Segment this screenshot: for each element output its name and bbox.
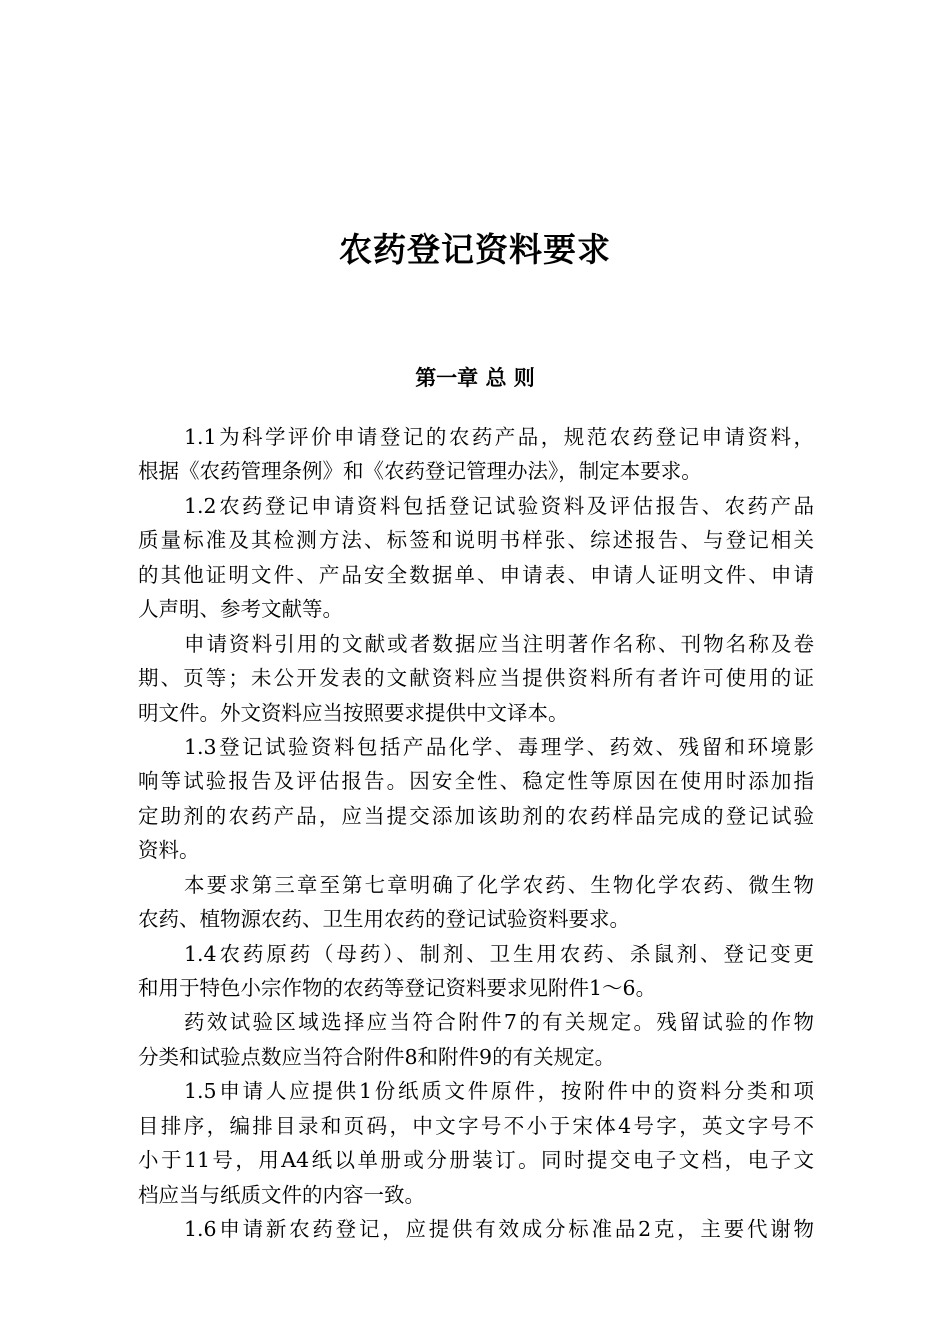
chapter-heading: 第一章 总 则 [415, 366, 535, 390]
text-line: 响等试验报告及评估报告。因安全性、稳定性等原因在使用时添加指 [138, 769, 814, 794]
text-line: 1.4农药原药（母药）、制剂、卫生用农药、杀鼠剂、登记变更 [184, 941, 814, 966]
text-line: 1.2农药登记申请资料包括登记试验资料及评估报告、农药产品 [184, 493, 814, 518]
text-line: 小于11号，用A4纸以单册或分册装订。同时提交电子文档，电子文 [138, 1148, 814, 1173]
text-line: 根据《农药管理条例》和《农药登记管理办法》，制定本要求。 [138, 459, 702, 484]
text-line: 分类和试验点数应当符合附件8和附件9的有关规定。 [138, 1044, 616, 1069]
text-line: 农药、植物源农药、卫生用农药的登记试验资料要求。 [138, 907, 630, 932]
body-text [138, 420, 814, 1247]
text-line: 质量标准及其检测方法、标签和说明书样张、综述报告、与登记相关 [138, 528, 814, 553]
text-line: 人声明、参考文献等。 [138, 597, 343, 622]
text-line: 1.3登记试验资料包括产品化学、毒理学、药效、残留和环境影 [184, 734, 814, 759]
text-line: 的其他证明文件、产品安全数据单、申请表、申请人证明文件、申请 [138, 562, 814, 587]
text-line: 定助剂的农药产品，应当提交添加该助剂的农药样品完成的登记试验 [138, 803, 814, 828]
text-line: 资料。 [138, 838, 200, 863]
text-line: 药效试验区域选择应当符合附件7的有关规定。残留试验的作物 [184, 1010, 814, 1035]
text-line: 明文件。外文资料应当按照要求提供中文译本。 [138, 700, 569, 725]
text-line: 本要求第三章至第七章明确了化学农药、生物化学农药、微生物 [184, 872, 814, 897]
text-line: 1.6申请新农药登记，应提供有效成分标准品2克，主要代谢物 [184, 1217, 814, 1242]
text-line: 申请资料引用的文献或者数据应当注明著作名称、刊物名称及卷 [184, 631, 814, 656]
text-line: 和用于特色小宗作物的农药等登记资料要求见附件1～6。 [138, 976, 657, 1000]
text-line: 1.5申请人应提供1份纸质文件原件，按附件中的资料分类和项 [184, 1079, 814, 1104]
text-line: 档应当与纸质文件的内容一致。 [138, 1182, 425, 1207]
text-line: 1.1为科学评价申请登记的农药产品，规范农药登记申请资料， [184, 425, 814, 449]
document-title: 农药登记资料要求 [339, 230, 611, 269]
text-line: 期、页等；未公开发表的文献资料应当提供资料所有者许可使用的证 [138, 666, 814, 691]
text-line: 目排序，编排目录和页码，中文字号不小于宋体4号字，英文字号不 [138, 1113, 814, 1138]
